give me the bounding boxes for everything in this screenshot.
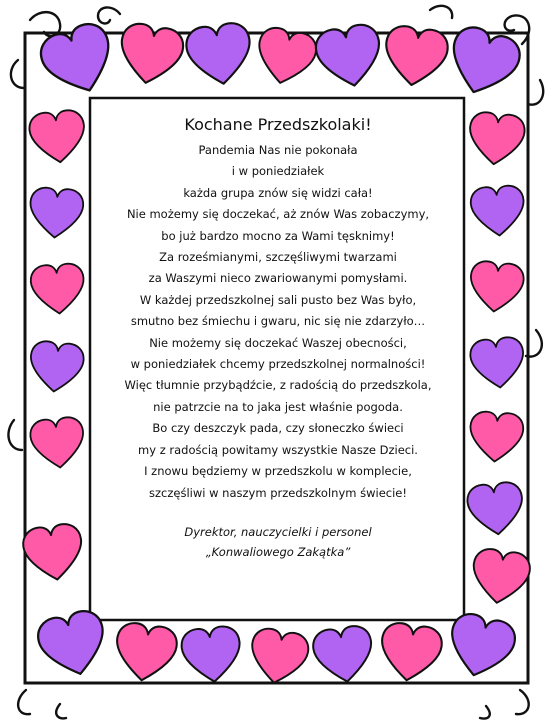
- poem: [96, 140, 460, 504]
- signature: [96, 522, 460, 562]
- poem-line: Bo czy deszczyk pada, czy słoneczko świeci: [152, 421, 404, 436]
- poem-line: I znowu będziemy w przedszkolu w komplecie,: [144, 464, 412, 479]
- poem-line: szczęśliwi w naszym przedszkolnym świecie!: [149, 485, 407, 500]
- poem-line: bo już bardzo mocno za Wami tęsknimy!: [161, 228, 395, 243]
- poem-line: Nie możemy się doczekać Waszej obecności,: [149, 335, 407, 350]
- poem-line: i w poniedziałek: [231, 164, 325, 179]
- poem-line: Pandemia Nas nie pokonała: [198, 143, 358, 157]
- poem-line: nie patrzcie na to jaka jest właśnie pogoda.: [153, 399, 403, 414]
- letter-body: [96, 114, 460, 562]
- poem-line: za Waszymi nieco zwariowanymi pomysłami.: [148, 271, 408, 286]
- signature-line: Dyrektor, nauczycielki i personel: [184, 524, 372, 539]
- poem-line: w poniedziałek chcemy przedszkolnej normalności!: [130, 357, 426, 372]
- poem-line: Za roześmianymi, szczęśliwymi twarzami: [159, 250, 397, 265]
- letter-title: Kochane Przedszkolaki!: [184, 115, 372, 134]
- poem-line: W każdej przedszkolnej sali pusto bez Was było,: [139, 292, 417, 307]
- poem-line: smutno bez śmiechu i gwaru, nic się nie zdarzyło…: [130, 314, 426, 329]
- poem-line: każda grupa znów się widzi cała!: [183, 185, 373, 200]
- poem-line: Więc tłumnie przybądźcie, z radością do przedszkola,: [124, 378, 432, 393]
- poem-line: Nie możemy się doczekać, aż znów Was zobaczymy,: [126, 207, 430, 222]
- poem-line: my z radością powitamy wszystkie Nasze Dzieci.: [138, 442, 418, 457]
- signature-line: „Konwaliowego Zakątka”: [205, 544, 351, 559]
